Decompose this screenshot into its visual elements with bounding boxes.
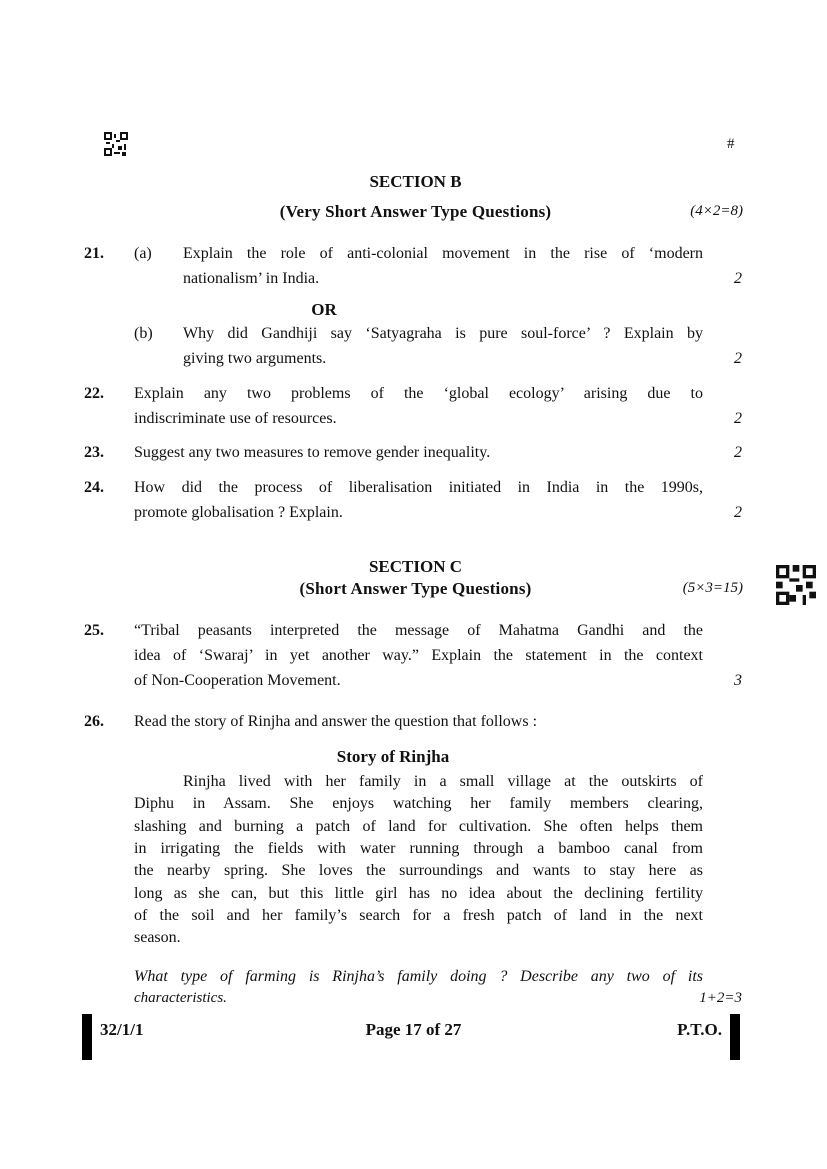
question-text: Explain any two problems of the ‘global ecology’ arising due to: [134, 385, 703, 402]
story-line: of the soil and her family’s search for a fresh patch of land in the next: [134, 907, 703, 924]
question-text: promote globalisation ? Explain.: [134, 504, 343, 521]
section-c-subtitle: (Short Answer Type Questions): [299, 579, 532, 598]
question-marks: 2: [734, 270, 742, 287]
question-number: 22.: [84, 385, 104, 402]
question-text: giving two arguments.: [183, 350, 327, 367]
story-title: Story of Rinjha: [336, 747, 450, 766]
story-line: slashing and burning a patch of land for cultivation. She often helps them: [134, 818, 703, 835]
story-line: in irrigating the fields with water running through a bamboo canal from: [134, 840, 703, 857]
question-text: nationalism’ in India.: [183, 270, 320, 287]
question-marks: 2: [734, 350, 742, 367]
section-c-marks: (5×3=15): [682, 580, 743, 596]
story-line: the nearby spring. She loves the surroundings and wants to stay here as: [134, 862, 703, 879]
section-b-marks: (4×2=8): [690, 203, 743, 219]
qr-code-icon: [776, 565, 816, 605]
question-number: 26.: [84, 713, 104, 730]
section-b-subtitle: (Very Short Answer Type Questions): [279, 202, 552, 221]
question-text: Suggest any two measures to remove gender inequality.: [134, 444, 491, 461]
question-text: How did the process of liberalisation initiated in India in the 1990s,: [134, 479, 703, 496]
footer-bar-right: [730, 1014, 740, 1060]
question-marks: 2: [734, 410, 742, 427]
question-text: indiscriminate use of resources.: [134, 410, 337, 427]
question-marks: 3: [734, 672, 742, 689]
option-label-a: (a): [134, 245, 152, 262]
question-text: of Non-Cooperation Movement.: [134, 672, 341, 689]
question-text: characteristics.: [134, 990, 227, 1006]
question-number: 23.: [84, 444, 104, 461]
page-number: Page 17 of 27: [365, 1020, 462, 1039]
question-marks: 2: [734, 444, 742, 461]
story-line: Rinjha lived with her family in a small village at the outskirts of: [183, 773, 703, 790]
section-c-title: SECTION C: [368, 557, 463, 576]
question-text: idea of ‘Swaraj’ in yet another way.” Explain the statement in the context: [134, 647, 703, 664]
question-number: 21.: [84, 245, 104, 262]
question-text: What type of farming is Rinjha’s family doing ? Describe any two of its: [134, 968, 703, 985]
or-separator: OR: [311, 300, 337, 319]
question-text: Read the story of Rinjha and answer the question that follows :: [134, 713, 538, 730]
story-line: Diphu in Assam. She enjoys watching her family members clearing,: [134, 795, 703, 812]
page-symbol: #: [727, 136, 735, 152]
question-text: “Tribal peasants interpreted the message of Mahatma Gandhi and the: [134, 622, 703, 639]
pto-label: P.T.O.: [677, 1020, 722, 1039]
question-text: Explain the role of anti-colonial movement in the rise of ‘modern: [183, 245, 703, 262]
question-text: Why did Gandhiji say ‘Satyagraha is pure soul-force’ ? Explain by: [183, 325, 703, 342]
story-line: season.: [134, 929, 181, 946]
section-b-title: SECTION B: [369, 172, 462, 191]
option-label-b: (b): [134, 325, 153, 342]
question-marks: 1+2=3: [699, 990, 742, 1006]
question-number: 24.: [84, 479, 104, 496]
question-number: 25.: [84, 622, 104, 639]
paper-code: 32/1/1: [100, 1020, 144, 1039]
qr-code-icon: [104, 132, 128, 156]
story-line: long as she can, but this little girl has no idea about the declining fertility: [134, 885, 703, 902]
question-marks: 2: [734, 504, 742, 521]
